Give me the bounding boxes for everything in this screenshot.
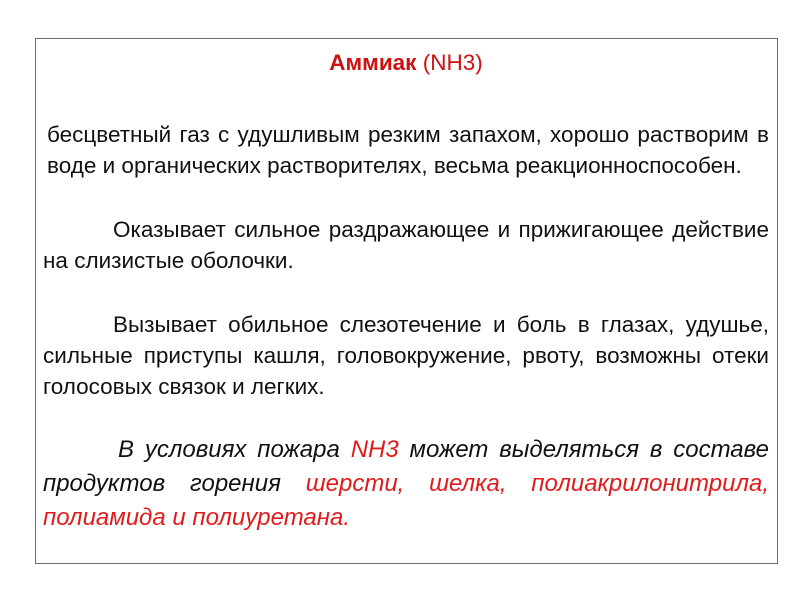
paragraph-irritation-text: Оказывает сильное раздражающее и прижигающее действие на слизистые оболочки. xyxy=(43,217,769,273)
paragraph-symptoms xyxy=(43,309,769,402)
paragraph-fire xyxy=(43,433,769,535)
fire-text-part1: В условиях пожара xyxy=(118,436,340,463)
paragraph-symptoms-text: Вызывает обильное слезотечение и боль в глазах, удушье, сильные приступы кашля, головокружение, рвоту, возможны отеки голосовых связок и легких. xyxy=(43,312,769,399)
title-formula: (NH3) xyxy=(422,50,483,75)
fire-materials: шерсти, шелка, полиакрилонитрила, полиамида и полиуретана. xyxy=(43,470,769,531)
title-name: Аммиак xyxy=(329,50,417,75)
paragraph-irritation xyxy=(43,214,769,276)
text-box xyxy=(35,38,778,564)
paragraph-description: бесцветный газ с удушливым резким запахом, хорошо растворим в воде и органических растворителях, весьма реакционноспособен. xyxy=(47,122,769,178)
page-title xyxy=(43,46,769,80)
fire-text-part2: может выделяться в составе продуктов горения xyxy=(43,436,769,497)
fire-formula: NH3 xyxy=(350,436,399,463)
